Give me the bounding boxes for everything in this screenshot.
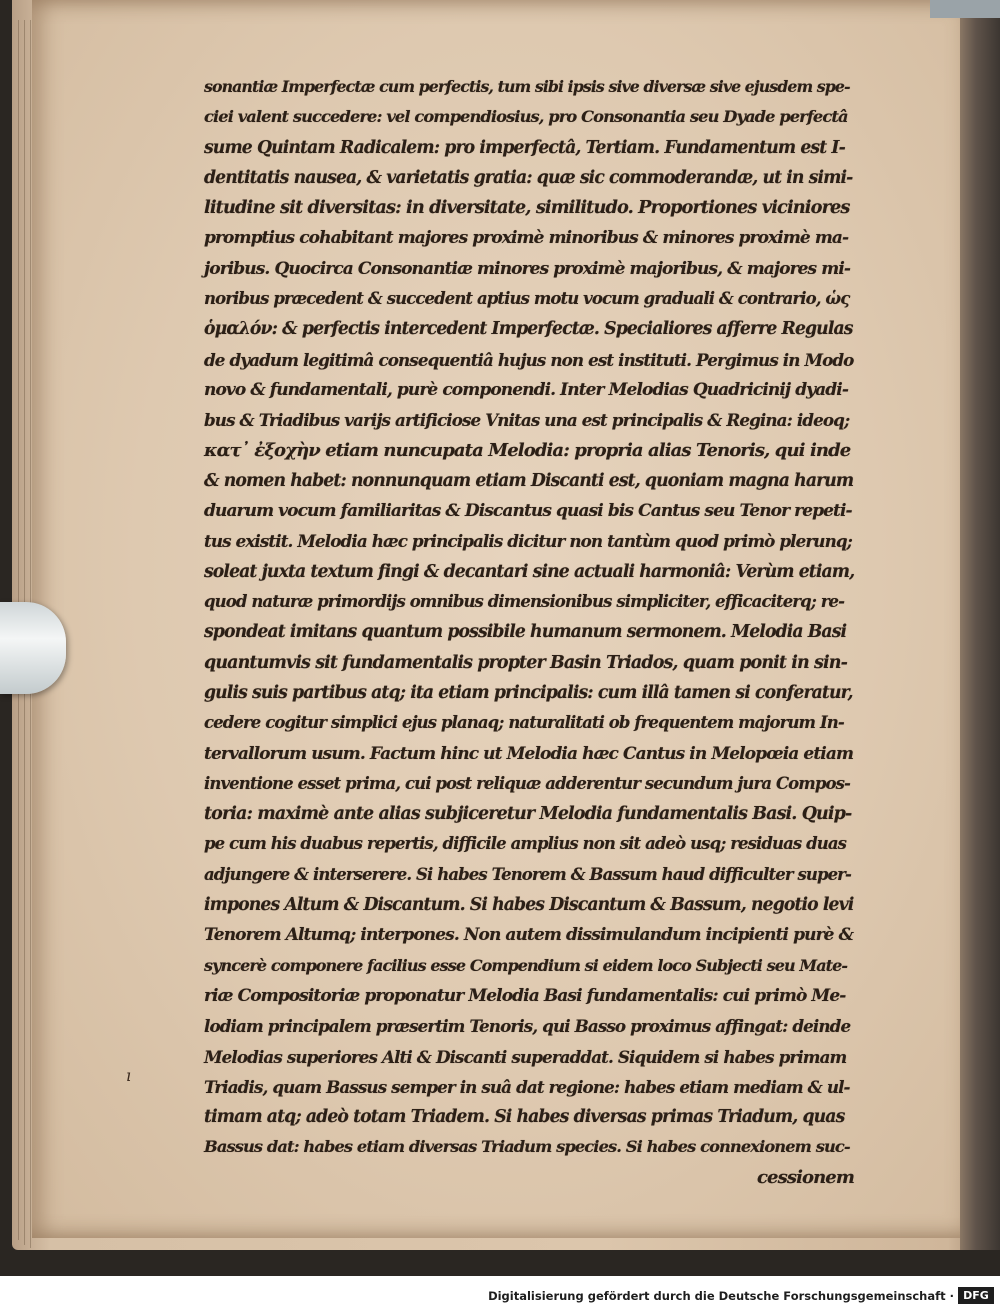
text-line: pe cum his duabus repertis, difficile amplius non sit adeò usq; residuas duas xyxy=(204,834,847,854)
text-line: bus & Triadibus varijs artificiose Vnitas una est principalis & Regina: ideoq; xyxy=(204,410,850,431)
footer-bar xyxy=(0,1276,1000,1307)
text-line: Bassus dat: habes etiam diversas Triadum species. Si habes connexionem suc- xyxy=(204,1137,850,1157)
stray-ink-mark: ı xyxy=(126,1066,132,1085)
text-line: riæ Compositoriæ proponatur Melodia Basi fundamentalis: cui primò Me- xyxy=(204,985,846,1006)
text-line: spondeat imitans quantum possibile humanum sermonem. Melodia Basi xyxy=(204,622,847,643)
dfg-logo: DFG xyxy=(958,1287,994,1304)
adjacent-page-strip xyxy=(930,0,1000,18)
text-line: Triadis, quam Bassus semper in suâ dat regione: habes etiam mediam & ul- xyxy=(204,1076,850,1097)
page-clip xyxy=(0,602,66,694)
text-line: adjungere & interserere. Si habes Tenorem & Bassum haud difficulter super- xyxy=(204,864,851,884)
text-line: gulis suis partibus atq; ita etiam principalis: cum illâ tamen si conferatur, xyxy=(204,682,853,703)
text-line: dentitatis nausea, & varietatis gratia: quæ sic commoderandæ, ut in simi- xyxy=(204,167,853,188)
latin-text-block xyxy=(204,72,854,1193)
text-line: soleat juxta textum fingi & decantari sine actuali harmoniâ: Verùm etiam, xyxy=(204,561,855,582)
text-line: duarum vocum familiaritas & Discantus quasi bis Cantus seu Tenor repeti- xyxy=(204,501,852,522)
text-line: syncerè componere facilius esse Compendium si eidem loco Subjecti seu Mate- xyxy=(204,955,848,975)
text-line: κατ᾽ ἐξοχὴν etiam nuncupata Melodia: propria alias Tenoris, qui inde xyxy=(204,439,851,461)
text-line: quantumvis sit fundamentalis propter Basin Triados, quam ponit in sin- xyxy=(204,652,847,673)
text-line: ciei valent succedere: vel compendiosius, pro Consonantia seu Dyade perfectâ xyxy=(204,107,848,127)
text-line: de dyadum legitimâ consequentiâ hujus non est instituti. Pergimus in Modo xyxy=(204,349,854,370)
text-line: quod naturæ primordijs omnibus dimensionibus simpliciter, efficaciterq; re- xyxy=(204,592,845,612)
text-line: tervallorum usum. Factum hinc ut Melodia hæc Cantus in Melopœia etiam xyxy=(204,743,854,764)
text-line: inventione esset prima, cui post reliquæ adderentur secundum jura Compos- xyxy=(204,773,850,793)
text-line: timam atq; adeò totam Triadem. Si habes diversas primas Triadum, quas xyxy=(204,1107,845,1128)
text-line: promptius cohabitant majores proximè minoribus & minores proximè ma- xyxy=(204,228,849,249)
catchword: cessionem xyxy=(756,1166,854,1188)
text-line: tus existit. Melodia hæc principalis dicitur non tantùm quod primò plerunq; xyxy=(204,531,852,552)
text-line: lodiam principalem præsertim Tenoris, qui Basso proximus affingat: deinde xyxy=(204,1016,851,1037)
text-line: noribus præcedent & succedent aptius motu vocum graduali & contrario, ὡς xyxy=(204,289,850,309)
text-line: novo & fundamentali, purè componendi. Inter Melodias Quadricinij dyadi- xyxy=(204,379,848,400)
text-line: joribus. Quocirca Consonantiæ minores proximè majoribus, & majores mi- xyxy=(204,258,851,279)
text-line: cedere cogitur simplici ejus planaq; naturalitati ob frequentem majorum In- xyxy=(204,713,844,733)
digitization-credit: Digitalisierung gefördert durch die Deutsche Forschungsgemeinschaft · xyxy=(488,1289,954,1303)
text-line: sume Quintam Radicalem: pro imperfectâ, Tertiam. Fundamentum est I- xyxy=(204,137,845,158)
book-gutter xyxy=(960,0,1000,1250)
text-line: impones Altum & Discantum. Si habes Discantum & Bassum, negotio levi xyxy=(204,895,854,916)
text-line: & nomen habet: nonnunquam etiam Discanti est, quoniam magna harum xyxy=(204,470,854,491)
text-line: Melodias superiores Alti & Discanti superaddat. Siquidem si habes primam xyxy=(204,1046,847,1067)
text-line: ὁμαλόν: & perfectis intercedent Imperfectæ. Specialiores afferre Regulas xyxy=(204,319,853,340)
text-line: Tenorem Altumq; interpones. Non autem dissimulandum incipienti purè & xyxy=(204,925,854,946)
text-line: litudine sit diversitas: in diversitate, similitudo. Proportiones viciniores xyxy=(204,197,850,219)
text-line: sonantiæ Imperfectæ cum perfectis, tum sibi ipsis sive diversæ sive ejusdem spe- xyxy=(204,77,850,96)
text-line: toria: maximè ante alias subjiceretur Melodia fundamentalis Basi. Quip- xyxy=(204,804,852,825)
